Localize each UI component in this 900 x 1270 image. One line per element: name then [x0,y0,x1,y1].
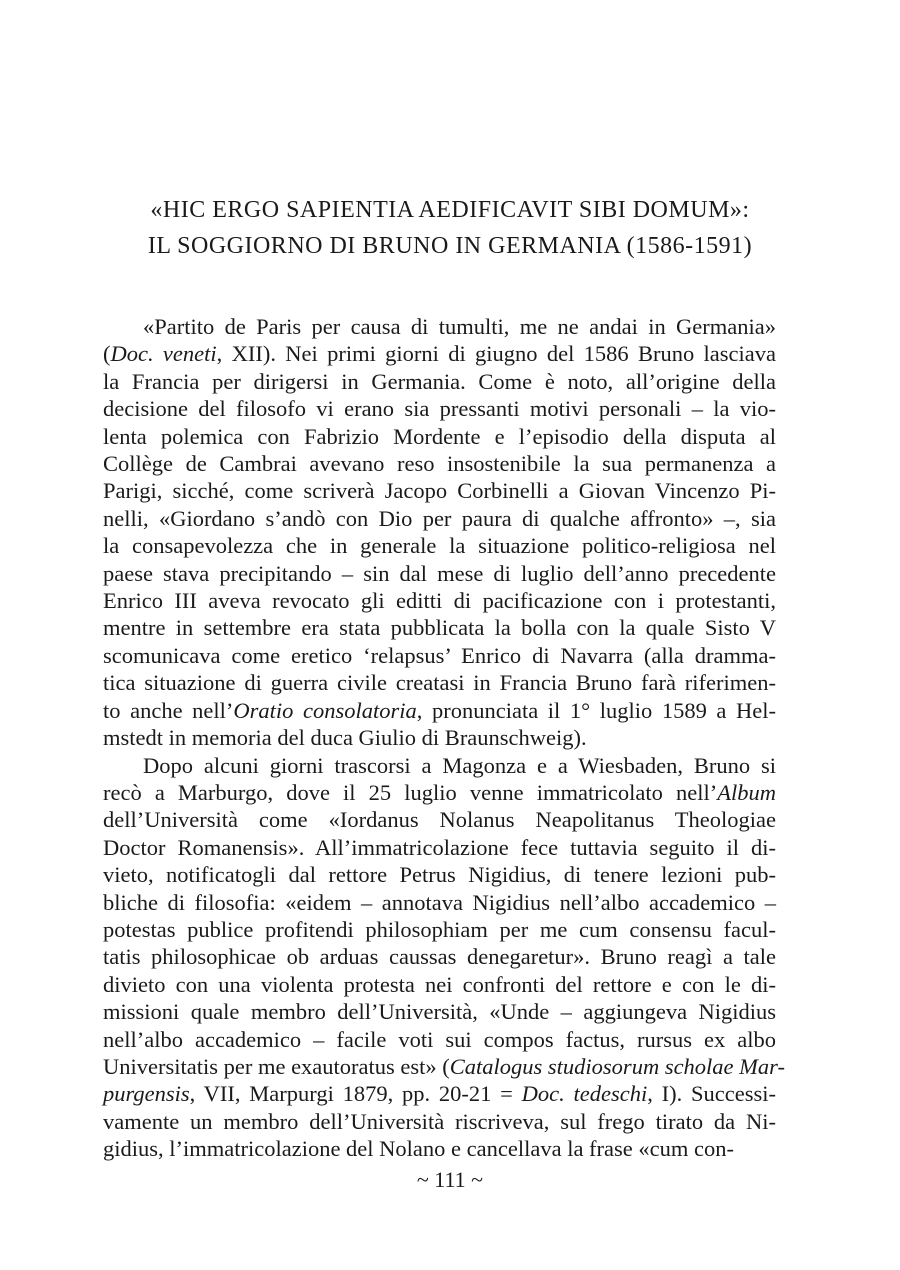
chapter-title [100,192,800,264]
text-line: vieto, notificatogli dal rettore Petrus Nigidius, di tenere lezioni pub- [103,862,776,888]
text-line: Dopo alcuni giorni trascorsi a Magonza e a Wiesbaden, Bruno si [143,752,776,778]
text-line: tatis philosophicae ob arduas caussas denegaretur». Bruno reagì a tale [103,944,776,970]
text-line: Parigi, sicché, come scriverà Jacopo Corbinelli a Giovan Vincenzo Pi- [103,478,776,504]
text-line: nelli, «Giordano s’andò con Dio per paura di qualche affronto» –, sia [103,505,776,531]
text-line: mstedt in memoria del duca Giulio di Braunschweig). [103,725,587,751]
text-line: bliche di filosofia: «eidem – annotava Nigidius nell’albo accademico – [103,889,776,915]
text-line: vamente un membro dell’Università riscriveva, sul frego tirato da Ni- [103,1108,776,1134]
text-line: «Partito de Paris per causa di tumulti, me ne andai in Germania» [143,314,776,339]
text-line: scomunicava come eretico ‘relapsus’ Enrico di Navarra (alla dramma- [103,642,776,668]
text-line: nell’albo accademico – facile voti sui compos factus, rursus ex albo [103,1026,776,1052]
text-line: gidius, l’immatricolazione del Nolano e cancellava la frase «cum con- [103,1136,734,1162]
text-line: la Francia per dirigersi in Germania. Come è noto, all’origine della [103,368,776,394]
text-line: mentre in settembre era stata pubblicata la bolla con la quale Sisto V [103,615,776,641]
text-line: Collège de Cambrai avevano reso insostenibile la sua permanenza a [103,451,776,477]
text-line: lenta polemica con Fabrizio Mordente e l’episodio della disputa al [103,423,776,449]
body-text [103,313,785,1163]
paragraph-1 [103,313,776,752]
page-number: ~ 111 ~ [416,1167,484,1192]
text-line: missioni quale membro dell’Università, «Unde – aggiungeva Nigidius [103,999,776,1025]
text-line: tica situazione di guerra civile creatasi in Francia Bruno farà riferimen- [103,670,776,696]
text-line: Enrico III aveva revocato gli editti di pacificazione con i protestanti, [103,588,776,614]
text-line: recò a Marburgo, dove il 25 luglio venne immatricolato nell’Album [103,779,776,805]
chapter-title-line-1: «HIC ERGO SAPIENTIA AEDIFICAVIT SIBI DOMUM»: [150,197,750,223]
text-line: dell’Università come «Iordanus Nolanus Neapolitanus Theologiae [103,807,776,833]
text-line: decisione del filosofo vi erano sia pressanti motivi personali – la vio- [103,396,776,422]
text-line: paese stava precipitando – sin dal mese di luglio dell’anno precedente [103,560,776,586]
text-line: (Doc. veneti, XII). Nei primi giorni di giugno del 1586 Bruno lasciava [103,341,777,367]
text-line: Doctor Romanensis». All’immatricolazione fece tuttavia seguito il di- [103,834,776,860]
text-line: la consapevolezza che in generale la situazione politico-religiosa nel [103,533,776,559]
text-line: divieto con una violenta protesta nei confronti del rettore e con le di- [103,971,776,997]
text-line: potestas publice profitendi philosophiam per me cum consensu facul- [103,916,776,942]
paragraph-2 [103,752,785,1163]
text-line: purgensis, VII, Marpurgi 1879, pp. 20-21 = Doc. tedeschi, I). Successi- [103,1081,776,1107]
chapter-title-line-2: IL SOGGIORNO DI BRUNO IN GERMANIA (1586-1591) [147,233,753,259]
text-line: to anche nell’Oratio consolatoria, pronunciata il 1° luglio 1589 a Hel- [103,697,776,723]
text-line: Universitatis per me exautoratus est» (Catalogus studiosorum scholae Mar- [103,1053,785,1079]
